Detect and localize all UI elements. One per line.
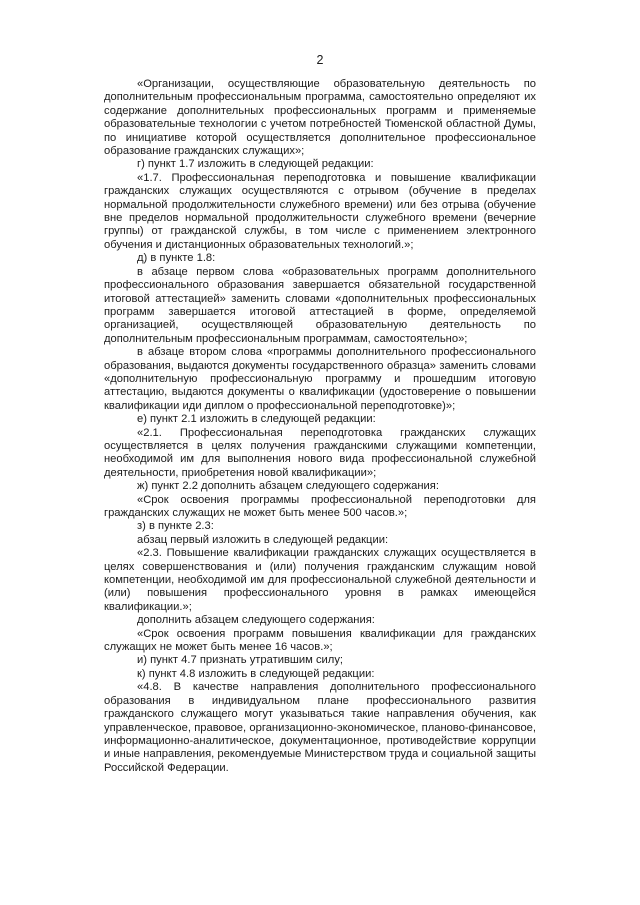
paragraph-clause-2-3: «2.3. Повышение квалификации гражданских служащих осуществляется в целях совершенствования и (или) получения гражданским служащим новой компетенции, необходимой им для профессиональной служебной деятельности и (или) повышения профессионального уровня в рамках имеющейся квалификации.»; (104, 547, 536, 613)
page-number: 2 (316, 53, 324, 67)
paragraph-item-d: д) в пункте 1.8: (137, 252, 216, 265)
paragraph-organizations: «Организации, осуществляющие образовательную деятельность по дополнительным профессиональным программа, самостоятельно определяют их содержание дополнительных профессиональных программ и применяемые образовательные технологии с учетом потребностей Тюменской областной Думы, по инициативе которой осуществляется дополнительное профессиональное образование гражданских служащих»; (104, 78, 536, 158)
paragraph-1-8-first-abzac: в абзаце первом слова «образовательных программ дополнительного профессионального образования завершается обязательной государственной итоговой аттестацией» заменить словами «дополнительных профессиональных программ завершается итоговой аттестацией в форме, определяемой организацией, осуществляющей образовательную деятельность по дополнительным профессиональным программам, самостоятельно»; (104, 265, 536, 345)
paragraph-16-hours: «Срок освоения программ повышения квалификации для гражданских служащих не может быть менее 16 часов.»; (104, 627, 536, 654)
paragraph-1-8-second-abzac: в абзаце втором слова «программы дополнительного профессионального образования, выдаются документы государственного образца» заменить словами «дополнительную профессиональную программу и прошедшим итоговую аттестацию, выдаются документы о квалификации (удостоверение о повышении квалификации иди диплом о профессиональной переподготовке)»; (104, 346, 536, 412)
document-body (104, 78, 536, 775)
paragraph-clause-2-1: «2.1. Профессиональная переподготовка гражданских служащих осуществляется в целях получения гражданскими служащими компетенции, необходимой им для выполнения нового вида профессиональной служебной деятельности, приобретения новой квалификации»; (104, 426, 536, 479)
paragraph-first-abzac-instruction: абзац первый изложить в следующей редакции: (137, 533, 389, 546)
paragraph-item-e: е) пункт 2.1 изложить в следующей редакции: (137, 413, 376, 426)
paragraph-item-g: г) пункт 1.7 изложить в следующей редакции: (137, 158, 374, 171)
paragraph-item-zh: ж) пункт 2.2 дополнить абзацем следующего содержания: (137, 480, 439, 493)
paragraph-clause-1-7: «1.7. Профессиональная переподготовка и повышение квалификации гражданских служащих осуществляются с отрывом (обучение в пределах нормальной продолжительности служебного времени) или без отрыва (обучение вне пределов нормальной продолжительности служебного времени (вечерние группы) от гражданской службы, в том числе с применением электронного обучения и дистанционных образовательных технологий.»; (104, 171, 536, 251)
paragraph-item-i: и) пункт 4.7 признать утратившим силу; (137, 654, 344, 667)
paragraph-500-hours: «Срок освоения программы профессиональной переподготовки для гражданских служащих не может быть менее 500 часов.»; (104, 493, 536, 519)
paragraph-clause-4-8: «4.8. В качестве направления дополнительного профессионального образования в индивидуальном плане профессионального развития гражданского служащего могут указываться такие направления обучения, как управленческое, правовое, организационно-экономическое, планово-финансовое, информационно-аналитическое, документационное, противодействие коррупции и иные направления, рекомендуемые Министерством труда и социальной защиты Российской Федерации. (104, 681, 536, 774)
paragraph-add-abzac: дополнить абзацем следующего содержания: (137, 614, 375, 627)
paragraph-item-k: к) пункт 4.8 изложить в следующей редакции: (137, 667, 375, 680)
paragraph-item-z: з) в пункте 2.3: (137, 520, 214, 533)
